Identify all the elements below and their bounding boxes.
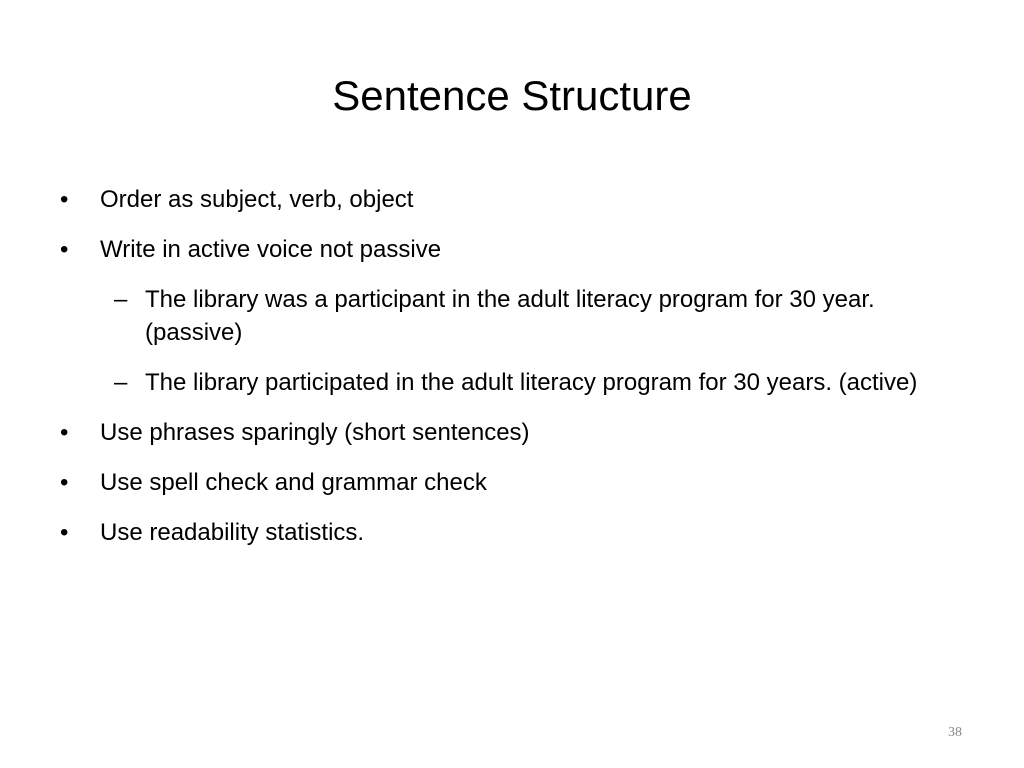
sub-bullet-item xyxy=(60,283,970,349)
bullet-marker: • xyxy=(60,236,69,263)
bullet-item xyxy=(60,183,970,216)
bullet-text: Write in active voice not passive xyxy=(100,236,442,263)
dash-marker: – xyxy=(114,286,128,313)
bullet-marker: • xyxy=(60,419,69,446)
bullet-list xyxy=(60,183,970,566)
dash-marker: – xyxy=(114,369,128,396)
bullet-marker: • xyxy=(60,469,69,496)
bullet-text: Use phrases sparingly (short sentences) xyxy=(100,419,530,446)
page-number: 38 xyxy=(948,725,962,740)
bullet-text: Use readability statistics. xyxy=(100,519,365,546)
sub-bullet-item xyxy=(60,366,970,399)
bullet-marker: • xyxy=(60,186,69,213)
bullet-item xyxy=(60,516,970,549)
bullet-text: Order as subject, verb, object xyxy=(100,186,414,213)
bullet-marker: • xyxy=(60,519,69,546)
slide-title: Sentence Structure xyxy=(332,72,692,119)
sub-bullet-text: The library was a participant in the adult literacy program for 30 year. (passive) xyxy=(145,286,875,346)
sub-bullet-text: The library participated in the adult literacy program for 30 years. (active) xyxy=(145,369,918,396)
bullet-item xyxy=(60,416,970,449)
bullet-text: Use spell check and grammar check xyxy=(100,469,487,496)
bullet-item xyxy=(60,466,970,499)
bullet-item xyxy=(60,233,970,266)
